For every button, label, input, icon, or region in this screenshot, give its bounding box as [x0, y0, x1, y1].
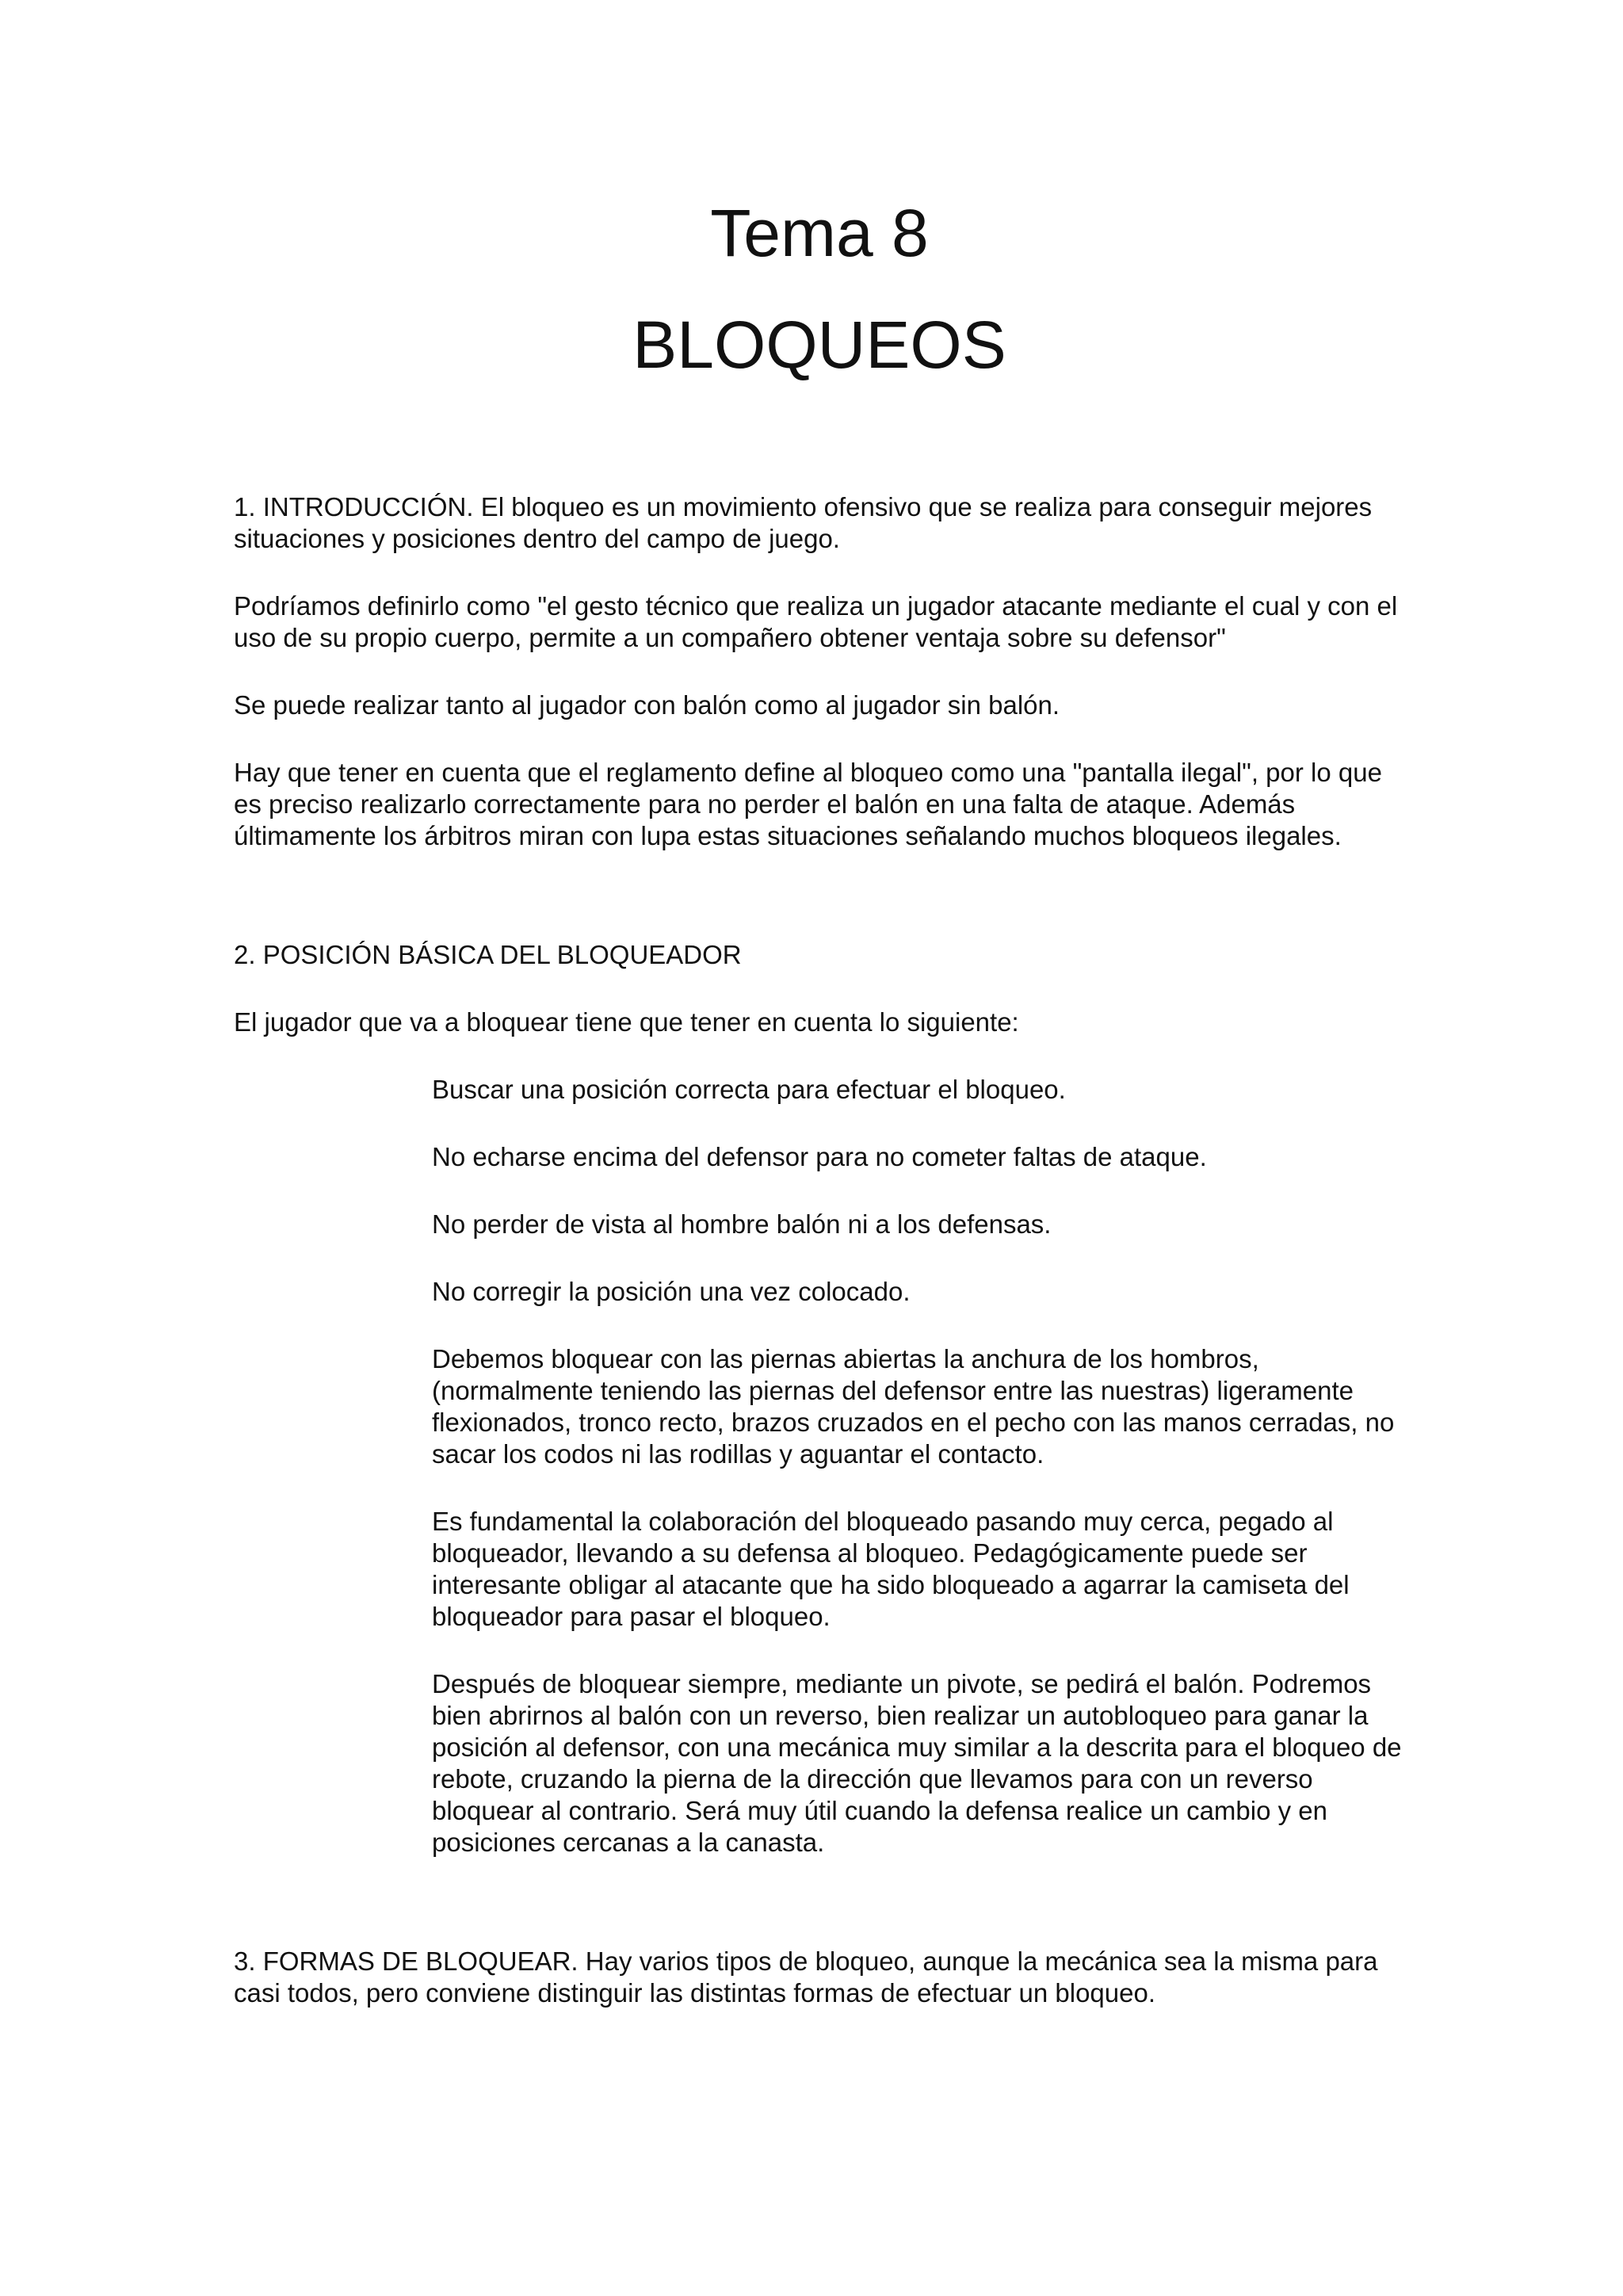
document-title: BLOQUEOS	[632, 308, 1006, 382]
intro-text-1: El bloqueo es un movimiento ofensivo que se realiza para conseguir mejores situaciones y posiciones dentro del campo de juego.	[234, 492, 1373, 553]
section-2-heading: 2. POSICIÓN BÁSICA DEL BLOQUEADOR	[234, 940, 742, 969]
list-item: Después de bloquear siempre, mediante un pivote, se pedirá el balón. Podremos bien abrirnos al balón con un reverso, bien realizar un autobloqueo para ganar la posición al defensor, con una mecánica muy similar a la descrita para el bloqueo de rebote, cruzando la pierna de la dirección que llevamos para con un reverso bloquear al contrario. Será muy útil cuando la defensa realice un cambio y en posiciones cercanas a la canasta.	[432, 1669, 1402, 1857]
document-body	[234, 491, 1407, 2045]
section-2-intro: El jugador que va a bloquear tiene que tener en cuenta lo siguiente:	[234, 1007, 1019, 1037]
intro-paragraph-3: Se puede realizar tanto al jugador con balón como al jugador sin balón.	[234, 690, 1060, 720]
section-1-heading: 1. INTRODUCCIÓN.	[234, 492, 474, 521]
list-item: Buscar una posición correcta para efectuar el bloqueo.	[432, 1075, 1066, 1104]
intro-paragraph-1	[234, 491, 1407, 555]
section-3-text: Hay varios tipos de bloqueo, aunque la mecánica sea la misma para casi todos, pero conviene distinguir las distintas formas de efectuar un bloqueo.	[234, 1946, 1378, 2008]
list-item: No echarse encima del defensor para no cometer faltas de ataque.	[432, 1142, 1207, 1171]
list-item: No perder de vista al hombre balón ni a los defensas.	[432, 1209, 1052, 1239]
list-item: No corregir la posición una vez colocado.	[432, 1277, 911, 1306]
list-item: Es fundamental la colaboración del bloqueado pasando muy cerca, pegado al bloqueador, llevando a su defensa al bloqueo. Pedagógicamente puede ser interesante obligar al atacante que ha sido bloqueado a agarrar la camiseta del bloqueador para pasar el bloqueo.	[432, 1507, 1350, 1631]
section-3-heading: 3. FORMAS DE BLOQUEAR.	[234, 1946, 579, 1976]
section-3-paragraph	[234, 1946, 1407, 2009]
intro-paragraph-4: Hay que tener en cuenta que el reglamento define al bloqueo como una "pantalla ilegal", por lo que es preciso realizarlo correctamente para no perder el balón en una falta de ataque. Además últimamente los árbitros miran con lupa estas situaciones señalando muchos bloqueos ilegales.	[234, 758, 1382, 850]
list-item: Debemos bloquear con las piernas abiertas la anchura de los hombros, (normalmente teniendo las piernas del defensor entre las nuestras) ligeramente flexionados, tronco recto, brazos cruzados en el pecho con las manos cerradas, no sacar los codos ni las rodillas y aguantar el contacto.	[432, 1344, 1395, 1469]
intro-paragraph-2: Podríamos definirlo como "el gesto técnico que realiza un jugador atacante mediante el cual y con el uso de su propio cuerpo, permite a un compañero obtener ventaja sobre su defensor"	[234, 591, 1398, 652]
topic-number: Tema 8	[710, 196, 929, 270]
